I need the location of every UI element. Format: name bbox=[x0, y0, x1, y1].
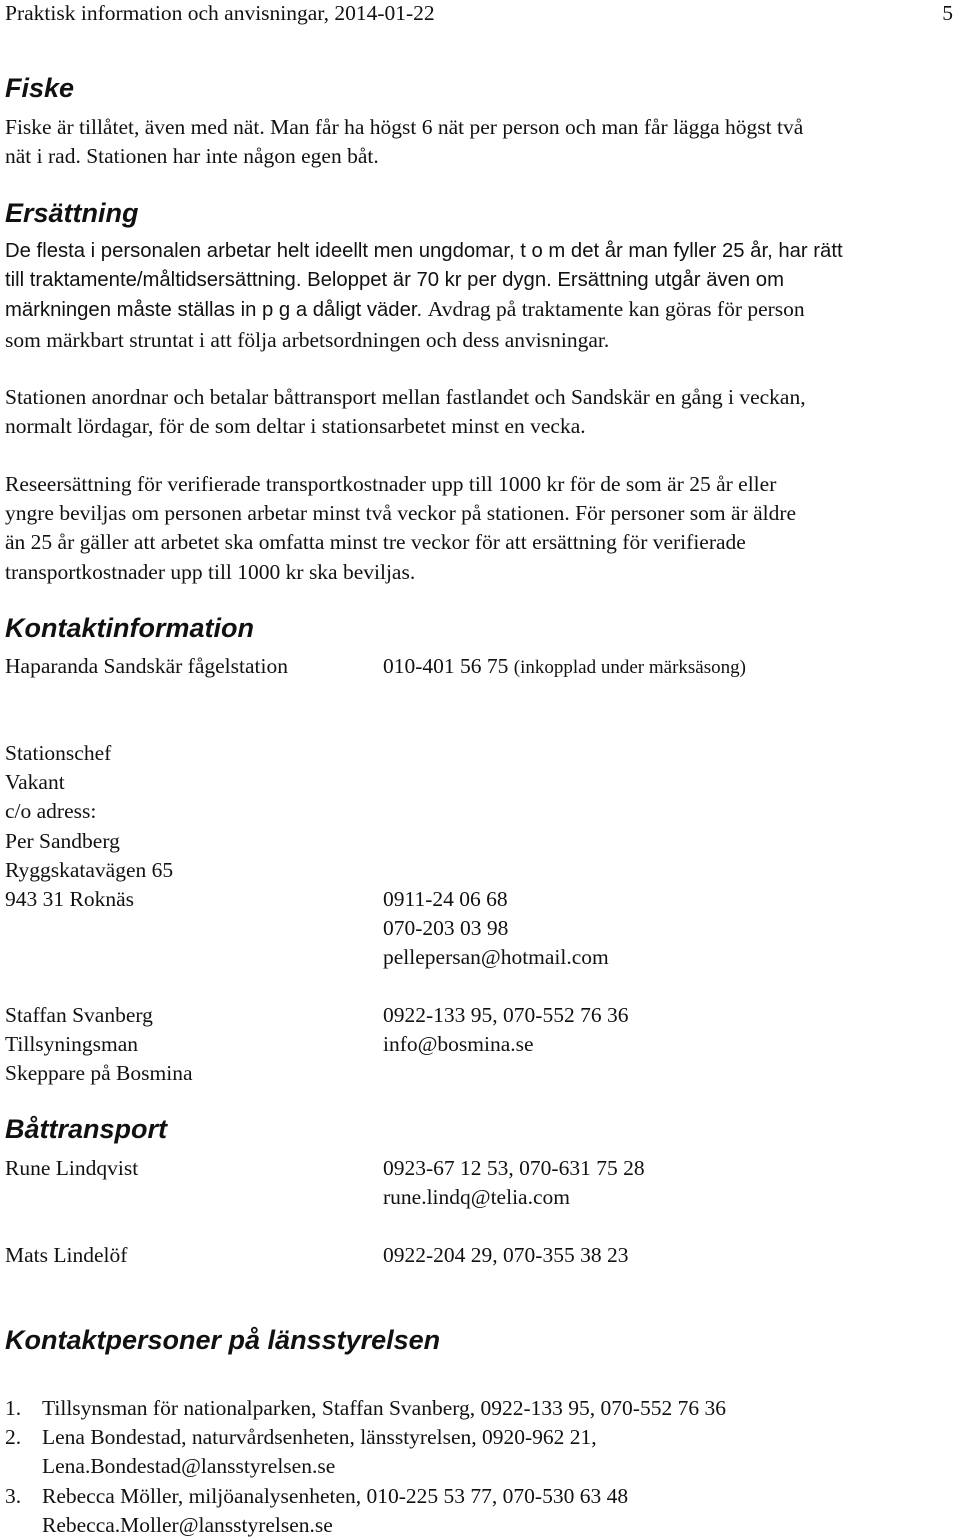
text-line: Lena Bondestad, naturvårdsenheten, länsstyrelsen, 0920-962 21, bbox=[42, 1425, 597, 1450]
text-line: Per Sandberg bbox=[5, 828, 120, 853]
text-line: Vakant bbox=[5, 770, 65, 795]
mats-row bbox=[5, 1241, 955, 1270]
text-line: De flesta i personalen arbetar helt ideellt men ungdomar, t o m det år man fyller 25 år, har rätt bbox=[5, 240, 843, 262]
text-span: märkningen måste ställas in p g a dåligt väder. bbox=[5, 299, 428, 322]
station-name: Haparanda Sandskär fågelstation bbox=[5, 654, 288, 678]
heading-ersattning: Ersättning bbox=[5, 198, 139, 228]
text-line: 943 31 Roknäs bbox=[5, 887, 134, 912]
heading-lansstyrelsen: Kontaktpersoner på länsstyrelsen bbox=[5, 1325, 441, 1355]
text-line: Reseersättning för verifierade transportkostnader upp till 1000 kr för de som är 25 år eller bbox=[5, 472, 777, 496]
contact-name: Rune Lindqvist bbox=[5, 1156, 139, 1180]
text-line: Skeppare på Bosmina bbox=[5, 1061, 193, 1086]
staffan-contact bbox=[383, 1001, 628, 1059]
ersattning-paragraph-2 bbox=[5, 383, 955, 441]
list-number: 1. bbox=[5, 1396, 22, 1420]
text-line: normalt lördagar, för de som deltar i stationsarbetet minst en vecka. bbox=[5, 414, 586, 439]
contact-name: Mats Lindelöf bbox=[5, 1243, 128, 1267]
text-line: transportkostnader upp till 1000 kr ska beviljas. bbox=[5, 559, 416, 584]
phone-number: 0922-133 95, 070-552 76 36 bbox=[383, 1003, 629, 1027]
station-row bbox=[5, 652, 955, 681]
ersattning-paragraph-3 bbox=[5, 470, 955, 587]
list-item bbox=[5, 1394, 955, 1423]
phone-number: 070-203 03 98 bbox=[383, 916, 509, 941]
rune-contact bbox=[383, 1154, 645, 1212]
text-line: än 25 år gäller att arbetet ska omfatta minst tre veckor för att ersättning för verifierade bbox=[5, 530, 746, 555]
text-line: yngre beviljas om personen arbetar minst två veckor på stationen. För personer som är äldre bbox=[5, 501, 797, 526]
page-header bbox=[5, 0, 955, 28]
text-line: till traktamente/måltidsersättning. Beloppet är 70 kr per dygn. Ersättning utgår även om bbox=[5, 269, 784, 292]
text-line: Fiske är tillåtet, även med nät. Man får ha högst 6 nät per person och man får lägga högst två bbox=[5, 115, 804, 139]
heading-battransport: Båttransport bbox=[5, 1114, 168, 1144]
list-number: 2. bbox=[5, 1425, 22, 1450]
text-line bbox=[5, 295, 955, 325]
ersattning-paragraph-1 bbox=[5, 237, 955, 355]
email-address: Rebecca.Moller@lansstyrelsen.se bbox=[42, 1512, 333, 1537]
email-address: pellepersan@hotmail.com bbox=[383, 945, 609, 970]
email-address: Lena.Bondestad@lansstyrelsen.se bbox=[42, 1454, 336, 1479]
list-item bbox=[5, 1423, 955, 1481]
heading-kontaktinformation: Kontaktinformation bbox=[5, 613, 254, 643]
email-address: rune.lindq@telia.com bbox=[383, 1185, 570, 1210]
text-span: Avdrag på traktamente kan göras för person bbox=[427, 297, 805, 322]
station-phone: 010-401 56 75 bbox=[383, 654, 509, 678]
station-phone-note: (inkopplad under märksäsong) bbox=[513, 657, 746, 678]
text-line: Tillsyningsman bbox=[5, 1032, 139, 1057]
phone-number: 0923-67 12 53, 070-631 75 28 bbox=[383, 1156, 645, 1180]
email-address: info@bosmina.se bbox=[383, 1032, 534, 1057]
text-line: nät i rad. Stationen har inte någon egen båt. bbox=[5, 144, 379, 169]
station-phone-group bbox=[383, 652, 746, 682]
lansstyrelsen-list bbox=[5, 1394, 955, 1540]
text-line: Ryggskatavägen 65 bbox=[5, 857, 174, 882]
header-title: Praktisk information och anvisningar, 2014-01-22 bbox=[5, 1, 435, 25]
text-line: Stationschef bbox=[5, 741, 112, 765]
text-line: Rebecca Möller, miljöanalysenheten, 010-225 53 77, 070-530 63 48 bbox=[42, 1483, 629, 1508]
list-number: 3. bbox=[5, 1483, 22, 1508]
page-number: 5 bbox=[942, 1, 953, 25]
text-line: Staffan Svanberg bbox=[5, 1003, 153, 1027]
text-line: Stationen anordnar och betalar båttransport mellan fastlandet och Sandskär en gång i veckan, bbox=[5, 385, 806, 409]
phone-number: 0911-24 06 68 bbox=[383, 887, 508, 911]
text-line: som märkbart struntat i att följa arbetsordningen och dess anvisningar. bbox=[5, 327, 610, 352]
list-item bbox=[5, 1482, 955, 1540]
text-line: Tillsynsman för nationalparken, Staffan Svanberg, 0922-133 95, 070-552 76 36 bbox=[42, 1396, 726, 1420]
phone-number: 0922-204 29, 070-355 38 23 bbox=[383, 1243, 629, 1267]
fiske-paragraph bbox=[5, 113, 955, 171]
stationschef-contact bbox=[383, 885, 609, 973]
heading-fiske: Fiske bbox=[5, 73, 75, 103]
text-line: c/o adress: bbox=[5, 799, 97, 824]
